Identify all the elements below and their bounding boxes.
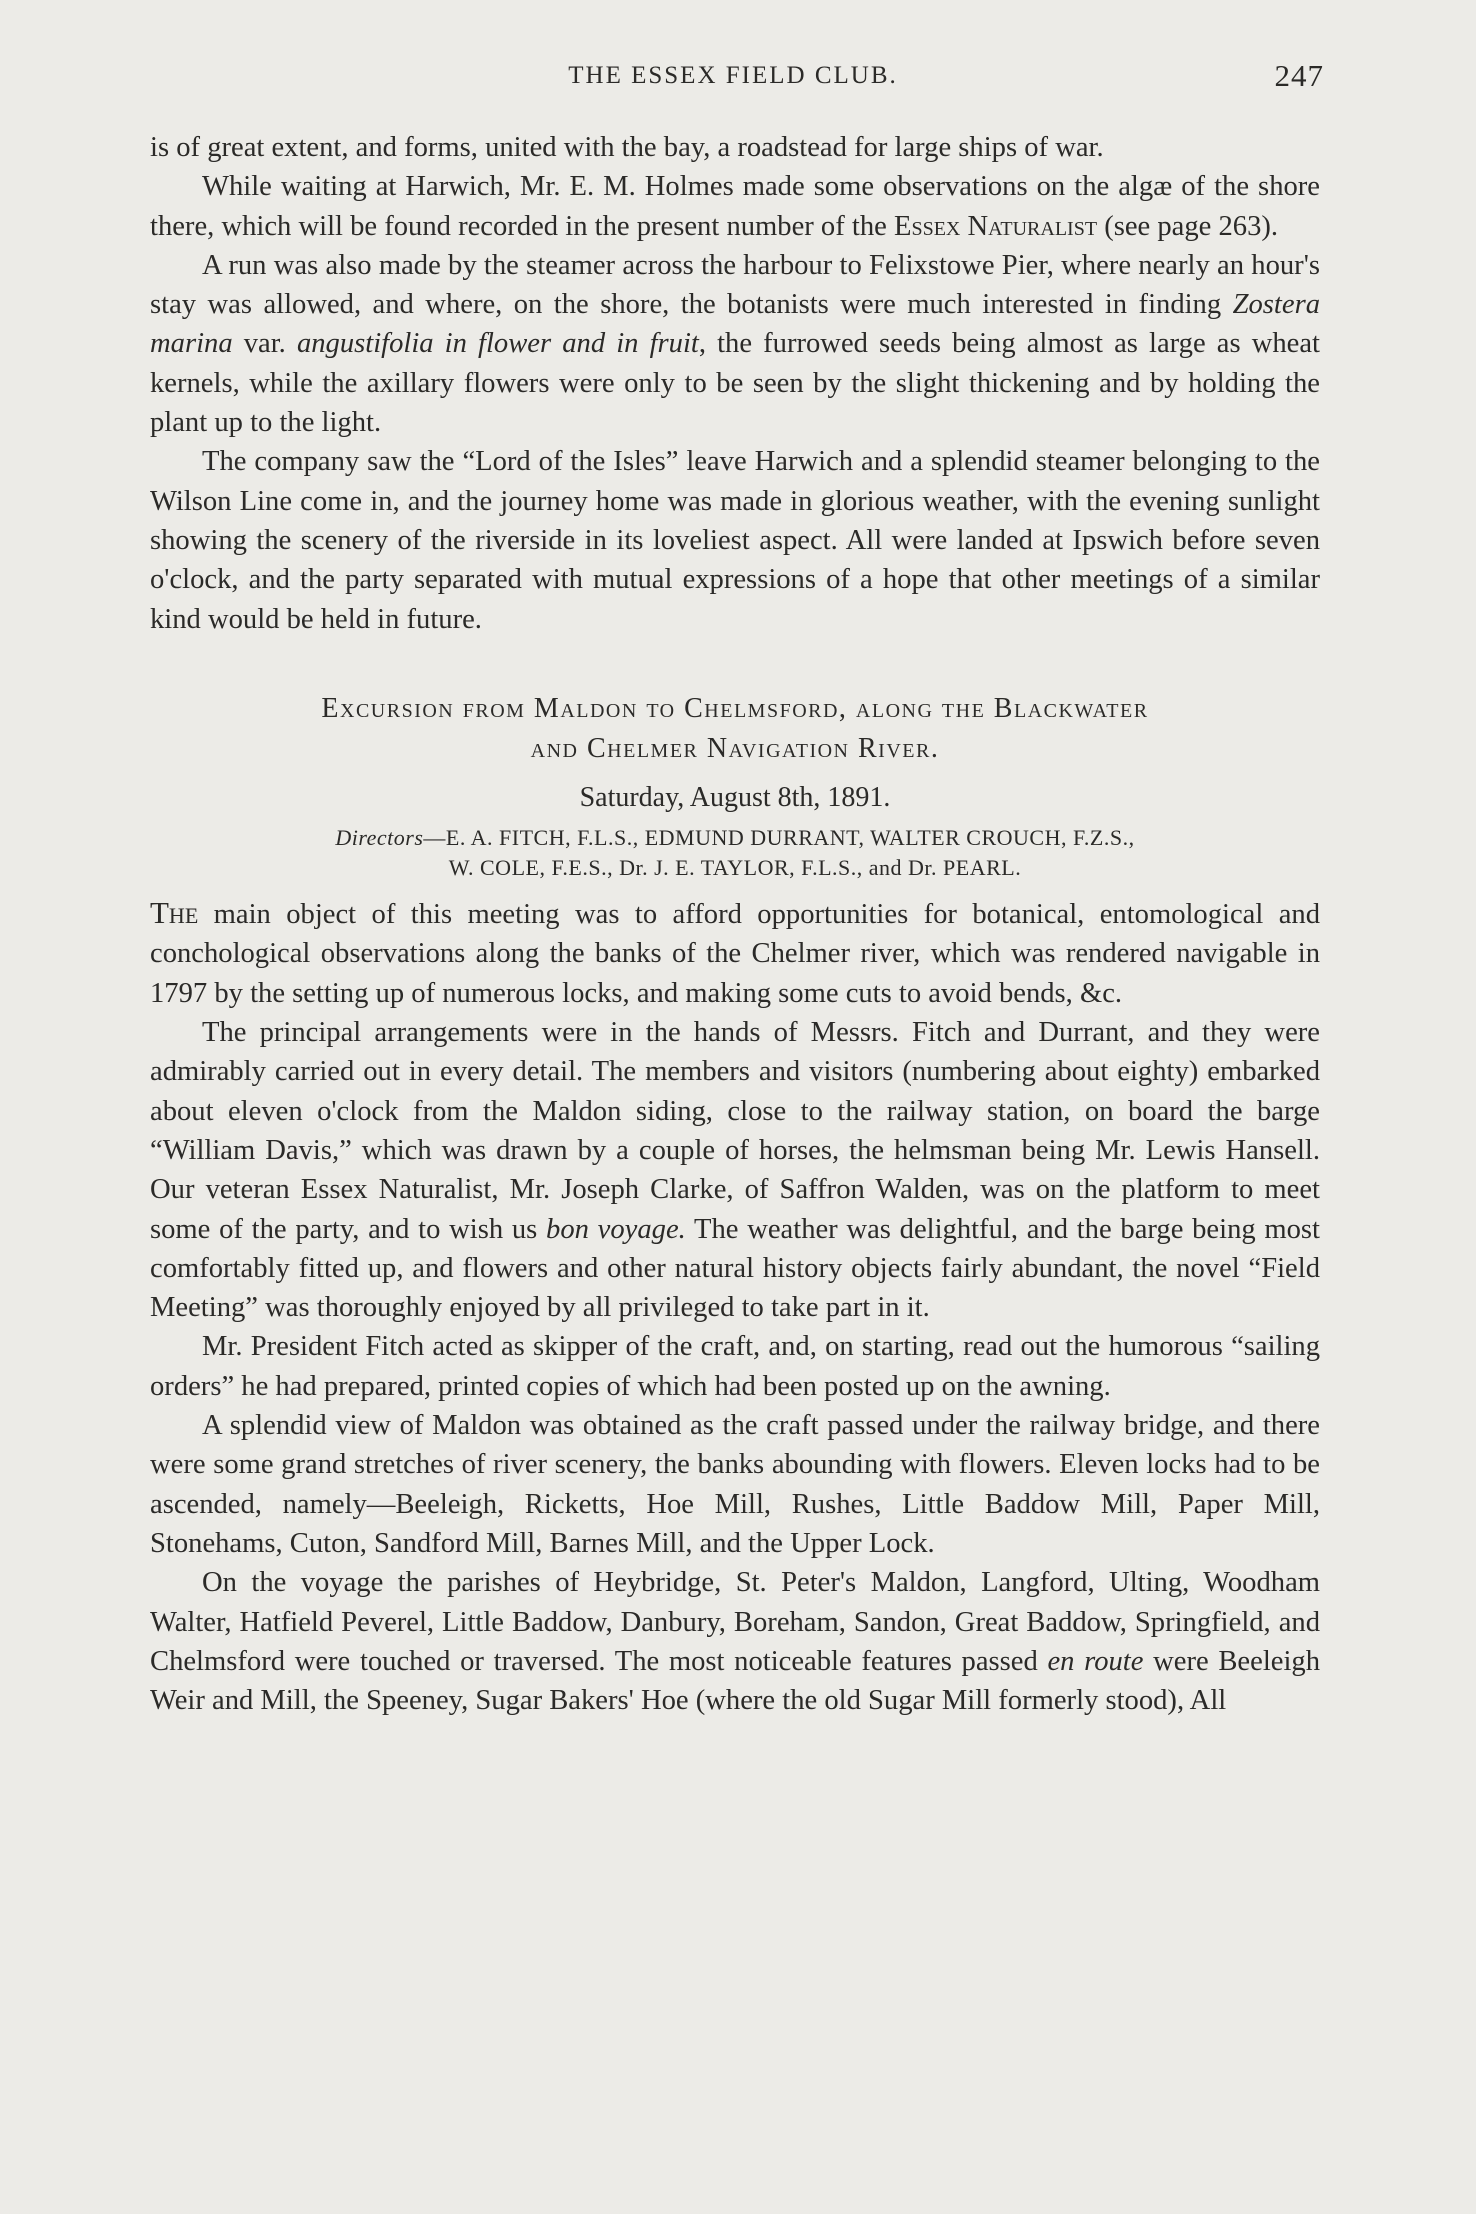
journal-title: Essex Naturalist bbox=[893, 210, 1098, 242]
paragraph-text: A splendid view of Maldon was obtained as the craft passed under the railway bridge, and there were some grand stretches of river scenery, the banks abounding with flowers. Eleven locks had to be ascended, namely—Beeleigh, Ricketts, Hoe Mill, Rushes, Little Baddow Mill, Paper Mill, Stonehams, Cuton, Sandford Mill, Barnes Mill, and the Upper Lock. bbox=[150, 1410, 1320, 1559]
paragraph-text: were Beeleigh Weir and Mill, the Speeney, Sugar Bakers' Hoe (where the old Sugar Mill formerly stood), All bbox=[150, 1645, 1320, 1717]
page-number: 247 bbox=[1274, 58, 1324, 93]
paragraph-holmes-algae bbox=[150, 167, 1320, 246]
paragraph-text: The principal arrangements were in the hands of Messrs. Fitch and Durrant, and they were admirably carried out in every detail. The members and visitors (numbering about eighty) embarked about eleven o'clock from the Maldon siding, close to the railway station, on board the barge “William Davis,” which was drawn by a couple of horses, the helmsman being Mr. Lewis Hansell. Our veteran Essex Naturalist, Mr. Joseph Clarke, of Saffron Walden, was on the platform to meet some of the party, and to wish us bbox=[150, 1017, 1320, 1245]
paragraph-text: On the voyage the parishes of Heybridge, St. Peter's Maldon, Langford, Ulting, Woodham Walter, Hatfield Peverel, Little Baddow, Danbury, Boreham, Sandon, Great Baddow, Springfield, and Chelmsford were touched or traversed. The most noticeable features passed bbox=[150, 1567, 1320, 1677]
paragraph-text: , the furrowed seeds being almost as large as wheat kernels, while the axillary flowers were only to be seen by the slight thickening and by holding the plant up to the light. bbox=[150, 328, 1320, 439]
lead-word: The bbox=[150, 895, 199, 931]
section-title-line: Excursion from Maldon to Chelmsford, along the Blackwater bbox=[321, 692, 1149, 724]
body-text bbox=[150, 128, 1320, 1720]
species-name: Zostera marina bbox=[150, 289, 1320, 360]
paragraph-skipper bbox=[150, 1327, 1320, 1406]
paragraph-journey-home bbox=[150, 442, 1320, 638]
paragraph-felixstowe bbox=[150, 246, 1320, 442]
paragraph-text: (see page 263). bbox=[1097, 210, 1279, 242]
paragraph-arrangements bbox=[150, 1013, 1320, 1327]
section-title-line: and Chelmer Navigation River. bbox=[530, 732, 940, 764]
paragraph-text: is of great extent, and forms, united with the bay, a roadstead for large ships of war. bbox=[150, 132, 1104, 163]
paragraph-parishes bbox=[150, 1563, 1320, 1720]
directors-names: —E. A. FITCH, F.L.S., EDMUND DURRANT, WALTER CROUCH, F.Z.S., bbox=[423, 825, 1135, 851]
paragraph-text: Mr. President Fitch acted as skipper of the craft, and, on starting, read out the humorous “sailing orders” he had prepared, printed copies of which had been posted up on the awning. bbox=[150, 1331, 1320, 1402]
directors-label: Directors bbox=[335, 825, 424, 851]
paragraph-text: var. bbox=[232, 328, 297, 360]
paragraph-main-object bbox=[150, 893, 1320, 1013]
paragraph-locks bbox=[150, 1406, 1320, 1563]
italic-phrase: bon voyage. bbox=[546, 1213, 686, 1245]
variety-name: angustifolia in flower and in fruit bbox=[296, 328, 699, 360]
directors-line bbox=[150, 823, 1320, 853]
directors-list bbox=[150, 823, 1320, 883]
paragraph-text: While waiting at Harwich, Mr. E. M. Holmes made some observations on the algæ of the shore there, which will be found recorded in the present number of the bbox=[150, 171, 1320, 242]
paragraph-harwich-roadstead bbox=[150, 128, 1320, 167]
paragraph-text: main object of this meeting was to afford opportunities for botanical, entomological and conchological observations along the banks of the Chelmer river, which was rendered navigable in 1797 by the setting up of numerous locks, and making some cuts to avoid bends, &c. bbox=[150, 899, 1320, 1009]
italic-phrase: en route bbox=[1047, 1645, 1144, 1677]
running-head bbox=[150, 58, 1324, 98]
paragraph-text: The weather was delightful, and the barge being most comfortably fitted up, and flowers and other natural history objects fairly abundant, the novel “Field Meeting” was thoroughly enjoyed by all privileged to take part in it. bbox=[150, 1213, 1321, 1324]
directors-line: W. COLE, F.E.S., Dr. J. E. TAYLOR, F.L.S., and Dr. PEARL. bbox=[448, 855, 1022, 881]
paragraph-text: The company saw the “Lord of the Isles” leave Harwich and a splendid steamer belonging to the Wilson Line come in, and the journey home was made in glorious weather, with the evening sunlight showing the scenery of the riverside in its loveliest aspect. All were landed at Ipswich before seven o'clock, and the party separated with mutual expressions of a hope that other meetings of a similar kind would be held in future. bbox=[150, 446, 1320, 635]
section-title bbox=[150, 689, 1320, 769]
running-title: THE ESSEX FIELD CLUB. bbox=[568, 62, 898, 89]
paragraph-text: A run was also made by the steamer across the harbour to Felixstowe Pier, where nearly an hour's stay was allowed, and where, on the shore, the botanists were much interested in finding bbox=[150, 249, 1320, 321]
section-date: Saturday, August 8th, 1891. bbox=[579, 781, 891, 813]
